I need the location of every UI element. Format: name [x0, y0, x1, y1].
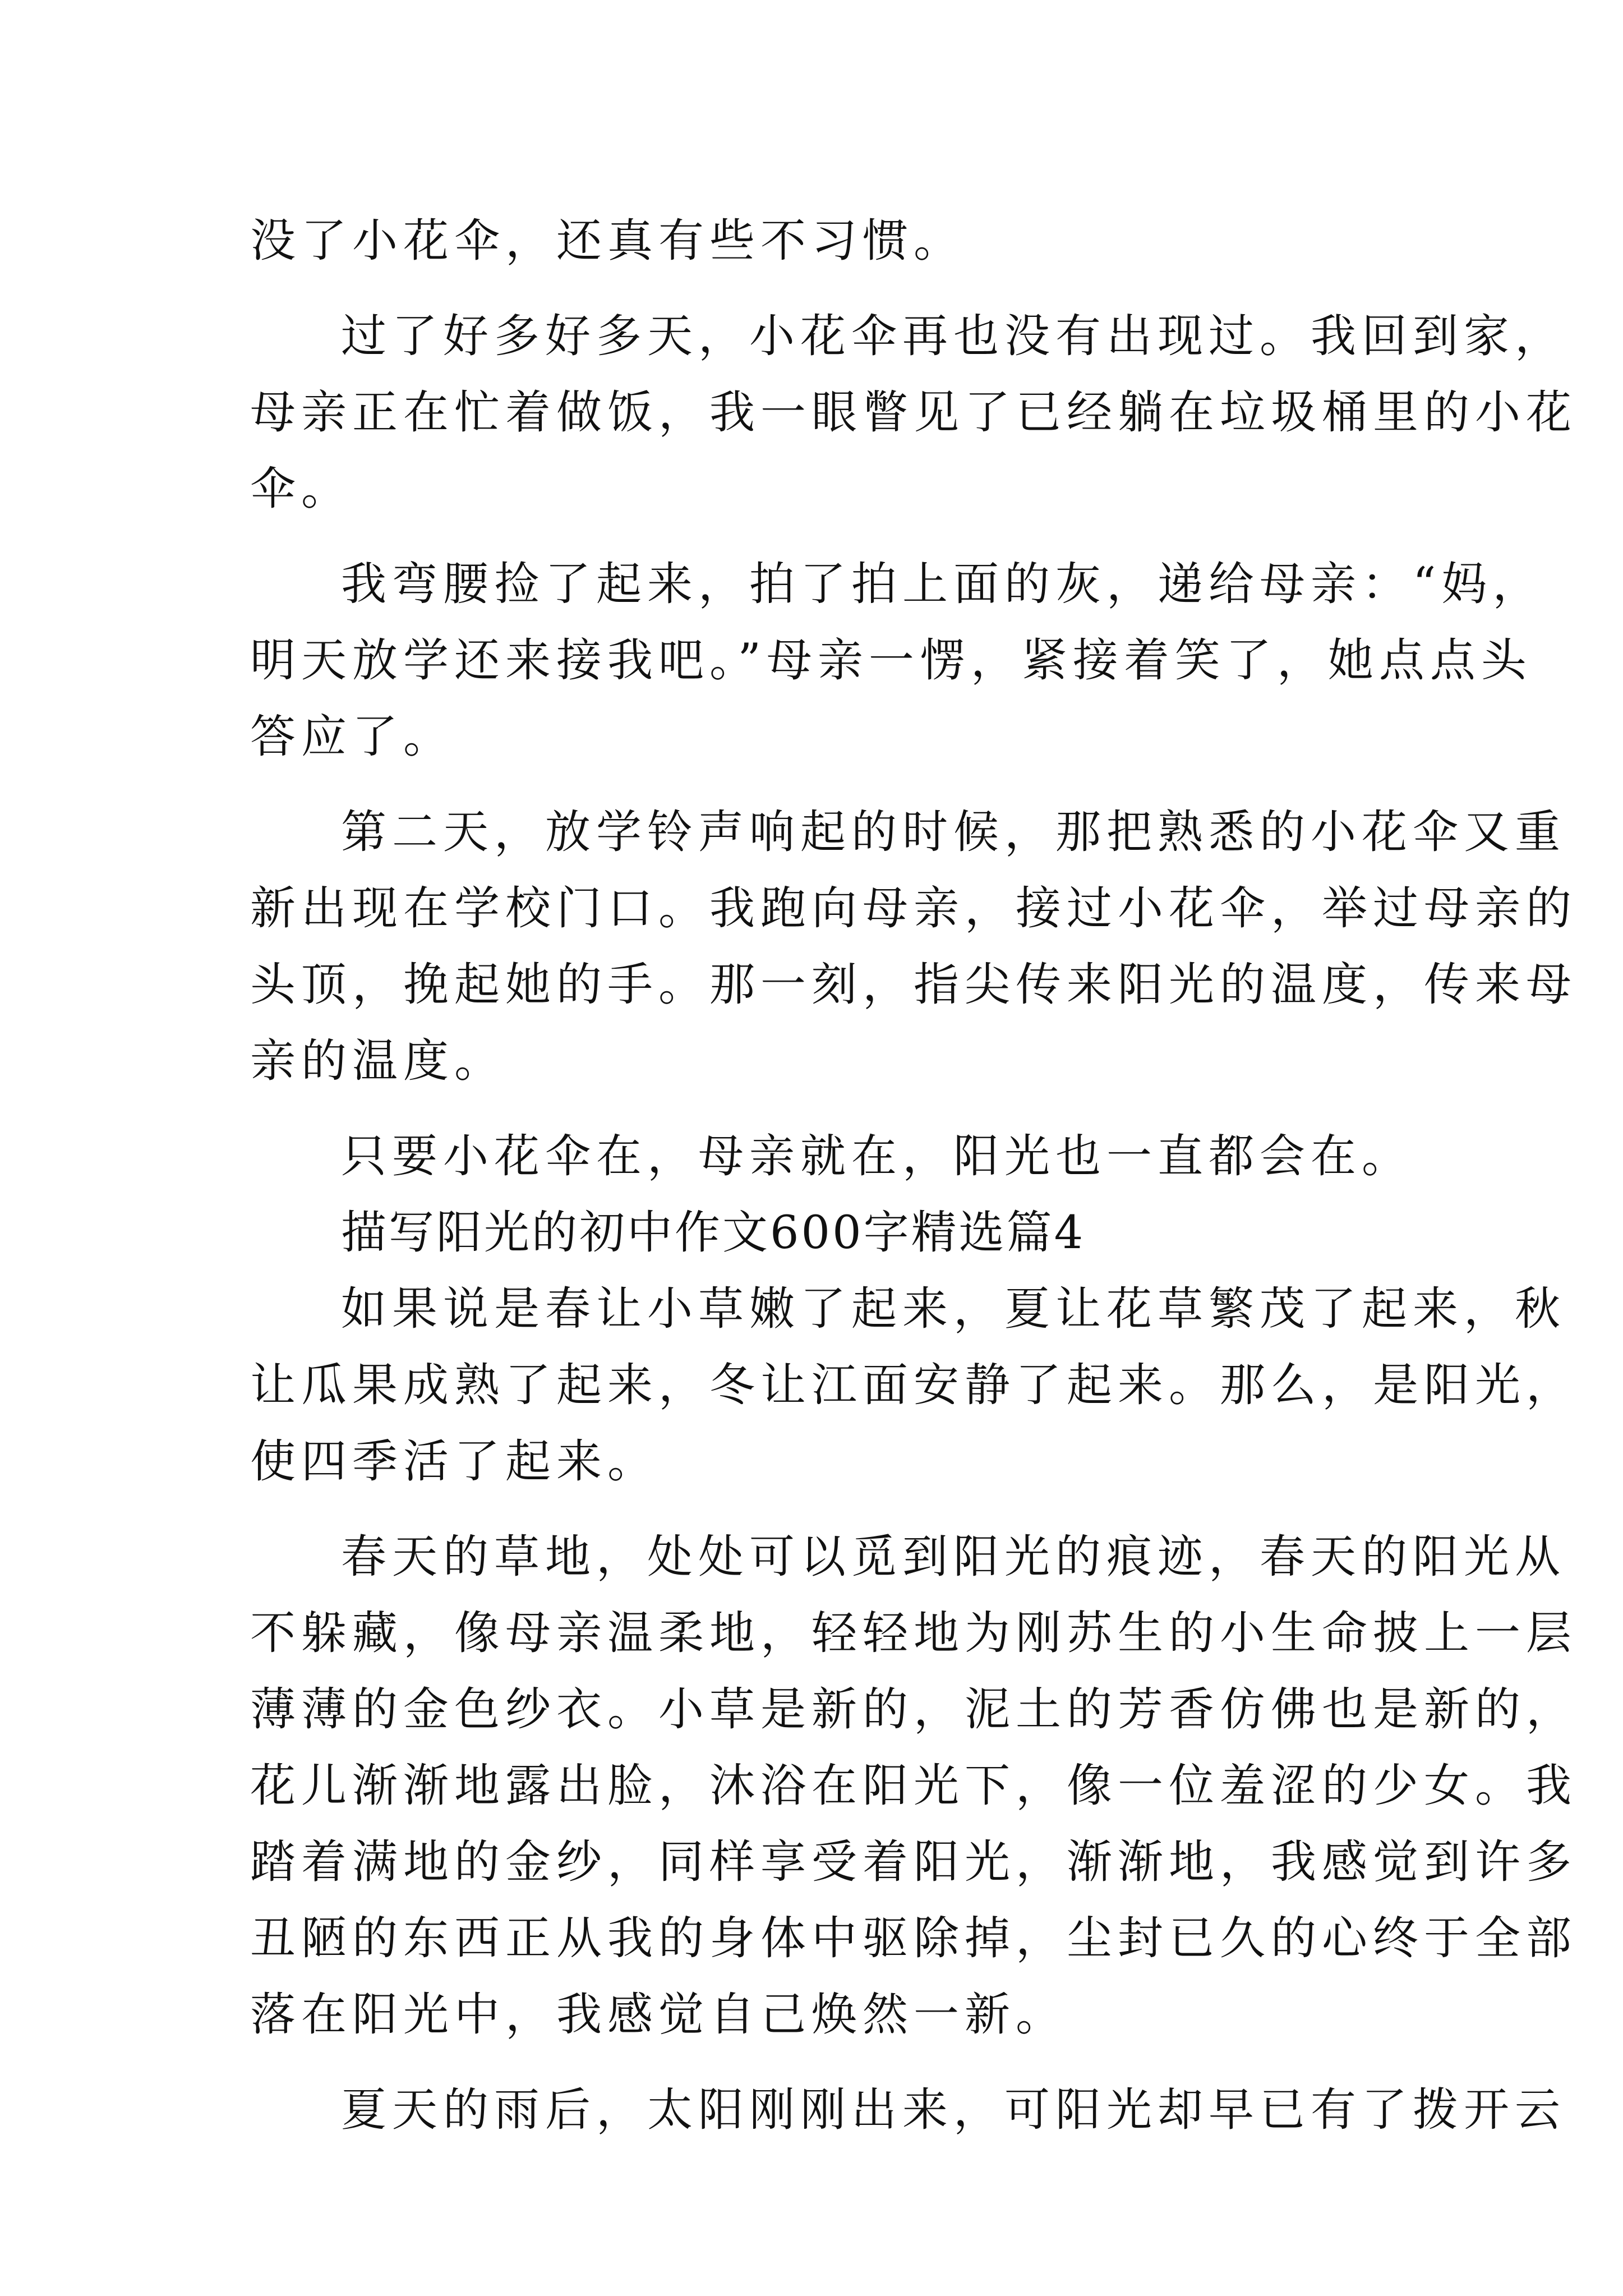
- section-heading: 描写阳光的初中作文600字精选篇4: [341, 1207, 1086, 1259]
- text-line: 让瓜果成熟了起来，冬让江面安静了起来。那么，是阳光，: [250, 1359, 1578, 1412]
- text-line: 薄薄的金色纱衣。小草是新的，泥土的芳香仿佛也是新的，: [250, 1683, 1578, 1736]
- text-line: 如果说是春让小草嫩了起来，夏让花草繁茂了起来，秋: [341, 1283, 1566, 1336]
- text-line: 使四季活了起来。: [250, 1435, 659, 1488]
- text-line: 过了好多好多天，小花伞再也没有出现过。我回到家，: [341, 310, 1566, 363]
- text-line: 踏着满地的金纱，同样享受着阳光，渐渐地，我感觉到许多: [250, 1836, 1578, 1889]
- text-line: 我弯腰捡了起来，拍了拍上面的灰，递给母亲：“妈，: [341, 558, 1544, 611]
- text-line: 头顶，挽起她的手。那一刻，指尖传来阳光的温度，传来母: [250, 959, 1578, 1011]
- text-line: 夏天的雨后，太阳刚刚出来，可阳光却早已有了拨开云: [341, 2084, 1566, 2137]
- text-line: 答应了。: [250, 711, 455, 763]
- text-line: 丑陋的东西正从我的身体中驱除掉，尘封已久的心终于全部: [250, 1912, 1578, 1965]
- text-line: 伞。: [250, 463, 353, 516]
- text-line: 落在阳光中，我感觉自己焕然一新。: [250, 1989, 1067, 2041]
- text-line: 明天放学还来接我吧。”母亲一愣，紧接着笑了，她点点头: [250, 634, 1532, 687]
- text-line: 没了小花伞，还真有些不习惯。: [250, 215, 965, 268]
- text-line: 母亲正在忙着做饭，我一眼瞥见了已经躺在垃圾桶里的小花: [250, 386, 1578, 439]
- text-line: 第二天，放学铃声响起的时候，那把熟悉的小花伞又重: [341, 806, 1566, 859]
- text-line: 只要小花伞在，母亲就在，阳光也一直都会在。: [341, 1130, 1413, 1183]
- text-line: 不躲藏，像母亲温柔地，轻轻地为刚苏生的小生命披上一层: [250, 1607, 1578, 1660]
- essay-body: [250, 203, 1578, 2148]
- text-line: 春天的草地，处处可以觅到阳光的痕迹，春天的阳光从: [341, 1531, 1566, 1584]
- text-line: 亲的温度。: [250, 1035, 506, 1088]
- text-line: 花儿渐渐地露出脸，沐浴在阳光下，像一位羞涩的少女。我: [250, 1760, 1578, 1812]
- text-line: 新出现在学校门口。我跑向母亲，接过小花伞，举过母亲的: [250, 882, 1578, 935]
